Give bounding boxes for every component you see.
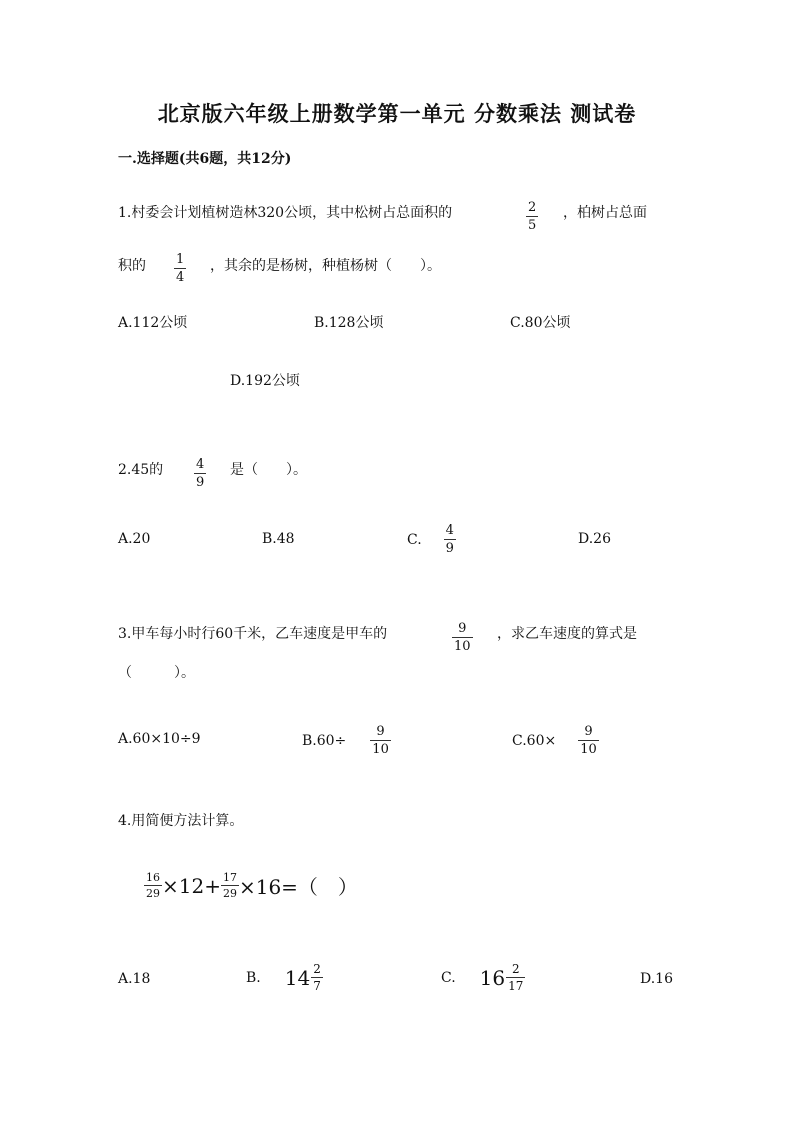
q3-option-a[interactable]: A.60×10÷9 [118, 731, 201, 747]
q1-frac1-den: 5 [528, 218, 537, 233]
q2-option-b[interactable]: B.48 [262, 531, 295, 547]
section-heading: 一.选择题(共6题，共12分) [118, 151, 292, 167]
q1-option-b[interactable]: B.128公顷 [314, 315, 384, 331]
q1-text-line2-end: ，其余的是杨树，种植杨树（ ）。 [210, 258, 441, 274]
q4-option-b-mixed-number [285, 963, 323, 992]
q2-option-c-num: 4 [445, 523, 454, 538]
q1-frac2-den: 4 [176, 270, 185, 285]
q4-expr-mid2: ×16=（ ） [238, 875, 358, 899]
q2-text-start: 2.45的 [118, 462, 164, 478]
q3-text-line1: 3.甲车每小时行60千米，乙车速度是甲车的 [118, 626, 388, 642]
q3-text-line1-end: ，求乙车速度的算式是 [497, 626, 637, 642]
q3-option-b-den: 10 [372, 742, 389, 757]
q1-frac2-num: 1 [176, 252, 185, 267]
q3-fraction [452, 617, 473, 653]
q4-option-c-label: C. [441, 969, 456, 986]
q4-option-c-den: 17 [508, 979, 524, 993]
q4-expr-f1-num: 16 [146, 871, 160, 884]
q4-option-c[interactable] [441, 963, 525, 992]
q4-text: 4.用简便方法计算。 [118, 813, 244, 829]
q4-option-c-mixed-number [480, 963, 526, 992]
q4-expr-f2-num: 17 [222, 871, 237, 884]
q4-expr-f2-den: 29 [222, 887, 237, 900]
q3-option-b[interactable] [302, 725, 391, 756]
q3-option-b-fraction [370, 725, 391, 756]
q1-text-line1: 1.村委会计划植树造林320公顷，其中松树占总面积的 [118, 205, 453, 221]
q4-expr-fraction-1 [144, 872, 162, 899]
q2-option-d[interactable]: D.26 [578, 531, 611, 547]
q4-option-b-den: 7 [313, 979, 321, 993]
q4-option-b[interactable] [246, 963, 323, 992]
q4-expression [144, 871, 358, 900]
q2-frac-num: 4 [196, 457, 205, 472]
q4-expr-f1-den: 29 [146, 887, 160, 900]
q3-option-c-den: 10 [580, 742, 597, 757]
q4-option-d[interactable]: D.16 [640, 971, 673, 987]
q3-option-c-fraction [578, 725, 599, 756]
q1-fraction-cypress [174, 248, 186, 284]
q2-fraction [194, 453, 206, 489]
q3-text-line2: （ ）。 [118, 665, 195, 681]
q1-text-line1-end: ，柏树占总面 [563, 205, 647, 221]
q4-expr-fraction-2 [221, 872, 239, 899]
q4-option-a[interactable]: A.18 [118, 971, 151, 987]
q1-frac1-num: 2 [528, 200, 537, 215]
q1-option-c[interactable]: C.80公顷 [510, 315, 571, 331]
q2-frac-den: 9 [196, 475, 205, 490]
q3-option-c-num: 9 [584, 724, 593, 739]
q2-option-a[interactable]: A.20 [118, 531, 151, 547]
q3-option-c-label: C.60× [512, 732, 557, 749]
q1-option-a[interactable]: A.112公顷 [118, 315, 188, 331]
q1-option-d[interactable]: D.192公顷 [230, 373, 300, 389]
q4-option-c-num: 2 [511, 962, 520, 976]
q3-frac-den: 10 [454, 639, 471, 654]
q4-option-b-num: 2 [313, 962, 321, 976]
q3-option-b-num: 9 [376, 724, 385, 739]
q2-option-c-den: 9 [445, 541, 454, 556]
q4-option-b-label: B. [246, 969, 261, 986]
q2-option-c-label: C. [407, 531, 422, 548]
q2-option-c-fraction [444, 524, 456, 555]
q1-text-line2-start: 积的 [118, 258, 146, 274]
q3-option-c[interactable] [512, 725, 599, 756]
q2-option-c[interactable] [407, 524, 456, 555]
q1-fraction-pine [526, 196, 538, 232]
q2-text-end: 是（ ）。 [230, 462, 307, 478]
q3-option-b-label: B.60÷ [302, 732, 347, 749]
q4-option-c-whole: 16 [479, 965, 506, 990]
page-title: 北京版六年级上册数学第一单元 分数乘法 测试卷 [157, 101, 637, 126]
q4-option-b-whole: 14 [284, 965, 311, 990]
q3-frac-num: 9 [458, 621, 467, 636]
q4-expr-mid1: ×12+ [162, 873, 221, 898]
